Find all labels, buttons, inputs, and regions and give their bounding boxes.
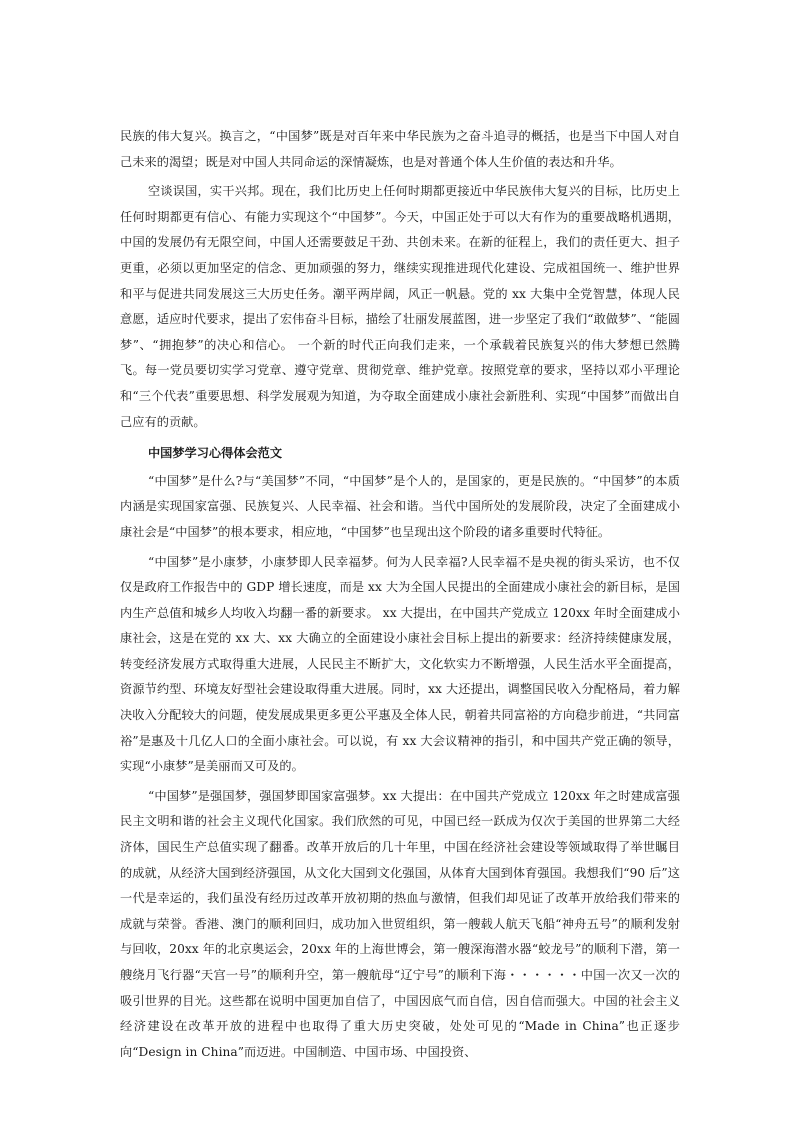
paragraph-1: 民族的伟大复兴。换言之，“中国梦”既是对百年来中华民族为之奋斗追寻的概括，也是当下中国人对自己未来的渴望；既是对中国人共同命运的深情凝炼，也是对普通个体人生价值的表达和升华。 xyxy=(120,129,680,169)
paragraph-5: “中国梦”是强国梦，强国梦即国家富强梦。xx 大提出：在中国共产党成立 120xx 年之时建成富强民主文明和谐的社会主义现代化国家。我们欣然的可见，中国已经一跃成为仅次于美国的世界第二大经济体，国民生产总值实现了翻番。改革开放后的几十年里，中国在经济社会建设等领域取得了举世瞩目的成就，从经济大国到经济强国，从文化大国到文化强国，从体育大国到体育强国。我想我们“90 后”这一代是幸运的，我们虽没有经历过改革开放初期的热血与激情，但我们却见证了改革开放给我们带来的成就与荣誉。香港、澳门的顺利回归，成功加入世贸组织，第一艘载人航天飞船“神舟五号”的顺利发射与回收，20xx 年的北京奥运会，20xx 年的上海世博会，第一艘深海潜水器“蛟龙号”的顺利下潜，第一艘绕月飞行器“天宫一号”的顺利升空，第一艘航母“辽宁号”的顺利下海・・・・・・中国一次又一次的吸引世界的目光。这些都在说明中国更加自信了，中国因底气而自信，因自信而强大。中国的社会主义经济建设在改革开放的进程中也取得了重大历史突破，处处可见的“Made in China”也正逐步向“Design in China”而迈进。中国制造、中国市场、中国投资、 xyxy=(120,788,680,1059)
section-heading: 中国梦学习心得体会范文 xyxy=(148,446,283,461)
document-page xyxy=(120,124,680,1065)
paragraph-4: “中国梦”是小康梦，小康梦即人民幸福梦。何为人民幸福?人民幸福不是央视的街头采访，也不仅仅是政府工作报告中的 GDP 增长速度，而是 xx 大为全国人民提出的全面建成小康社会的新目标，是国内生产总值和城乡人均收入均翻一番的新要求。 xx 大提出，在中国共产党成立 120xx 年时全面建成小康社会，这是在党的 xx 大、xx 大确立的全面建设小康社会目标上提出的新要求：经济持续健康发展，转变经济发展方式取得重大进展，人民民主不断扩大，文化软实力不断增强，人民生活水平全面提高，资源节约型、环境友好型社会建设取得重大进展。同时，xx 大还提出，调整国民收入分配格局，着力解决收入分配较大的问题，使发展成果更多更公平惠及全体人民，朝着共同富裕的方向稳步前进，“共同富裕”是惠及十几亿人口的全面小康社会。可以说，有 xx 大会议精神的指引，和中国共产党正确的领导，实现“小康梦”是美丽而又可及的。 xyxy=(120,554,680,774)
paragraph-2: 空谈误国，实干兴邦。现在，我们比历史上任何时期都更接近中华民族伟大复兴的目标，比历史上任何时期都更有信心、有能力实现这个“中国梦”。今天，中国正处于可以大有作为的重要战略机遇期，中国的发展仍有无限空间，中国人还需要鼓足干劲、共创未来。在新的征程上，我们的责任更大、担子更重，必须以更加坚定的信念、更加顽强的努力，继续实现推进现代化建设、完成祖国统一、维护世界和平与促进共同发展这三大历史任务。潮平两岸阔，风正一帆悬。党的 xx 大集中全党智慧，体现人民意愿，适应时代要求，提出了宏伟奋斗目标，描绘了壮丽发展蓝图，进一步坚定了我们“敢做梦”、“能圆梦”、“拥抱梦”的决心和信心。 一个新的时代正向我们走来，一个承载着民族复兴的伟大梦想已然腾飞。每一党员要切实学习党章、遵守党章、贯彻党章、维护党章。按照党章的要求，坚持以邓小平理论和“三个代表”重要思想、科学发展观为知道，为夺取全面建成小康社会新胜利、实现“中国梦”而做出自己应有的贡献。 xyxy=(120,184,680,429)
paragraph-3: “中国梦”是什么?与“美国梦”不同，“中国梦”是个人的，是国家的，更是民族的。“中国梦”的本质内涵是实现国家富强、民族复兴、人民幸福、社会和谐。当代中国所处的发展阶段，决定了全面建成小康社会是“中国梦”的根本要求，相应地，“中国梦”也呈现出这个阶段的诸多重要时代特征。 xyxy=(120,473,680,539)
